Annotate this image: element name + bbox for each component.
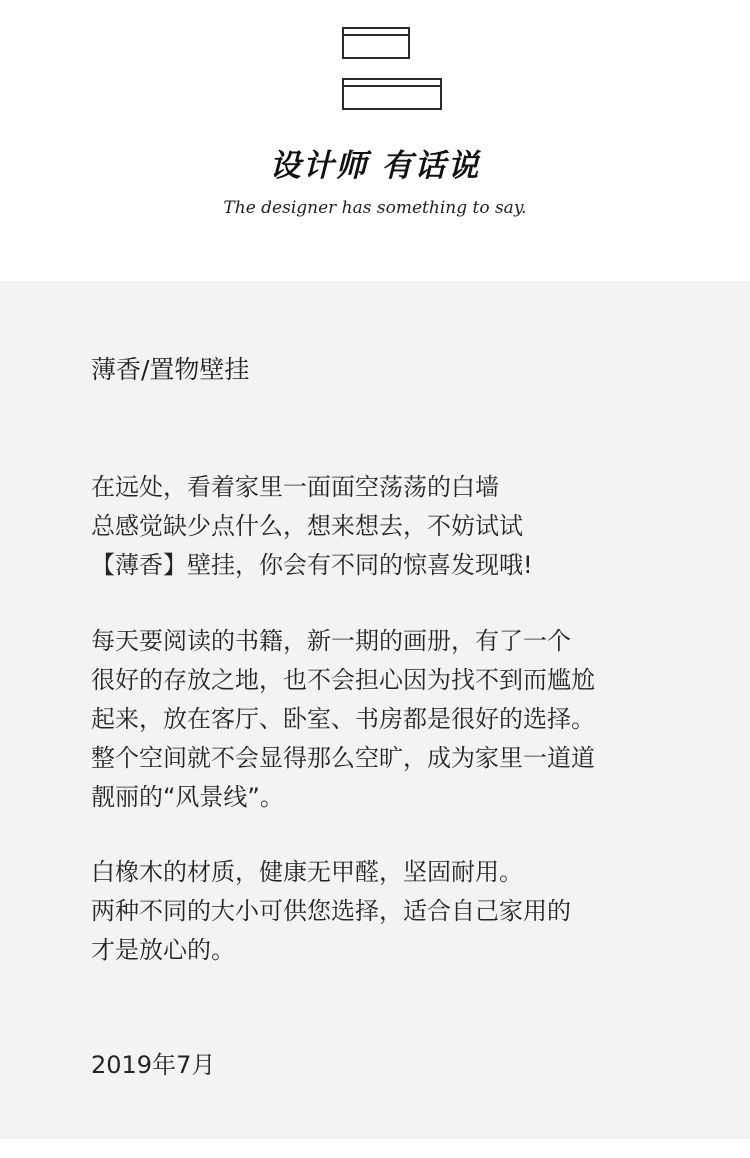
paragraph-line: 总感觉缺少点什么，想来想去，不妨试试	[91, 512, 523, 540]
usage-paragraph	[91, 622, 691, 817]
designer-header	[0, 0, 750, 281]
designer-title-chinese: 设计师 有话说	[269, 148, 481, 184]
wall-shelf-icon	[338, 24, 446, 114]
paragraph-line: 靓丽的“风景线”。	[91, 783, 284, 811]
designer-title-english: The designer has something to say.	[223, 198, 527, 218]
bottom-spacer	[0, 1139, 750, 1158]
paragraph-line: 才是放心的。	[91, 936, 235, 964]
paragraph-line: 在远处，看着家里一面面空荡荡的白墙	[91, 473, 499, 501]
product-title: 薄香/置物壁挂	[91, 355, 250, 384]
paragraph-line: 白橡木的材质，健康无甲醛，坚固耐用。	[91, 858, 523, 886]
paragraph-line: 每天要阅读的书籍，新一期的画册，有了一个	[91, 627, 571, 655]
intro-paragraph	[91, 468, 691, 585]
paragraph-line: 整个空间就不会显得那么空旷，成为家里一道道	[91, 744, 595, 772]
paragraph-line: 【薄香】壁挂，你会有不同的惊喜发现哦!	[91, 551, 533, 579]
material-paragraph	[91, 853, 691, 970]
paragraph-line: 很好的存放之地，也不会担心因为找不到而尴尬	[91, 666, 595, 694]
paragraph-line: 起来，放在客厅、卧室、书房都是很好的选择。	[91, 705, 595, 733]
publish-date: 2019年7月	[91, 1051, 216, 1079]
paragraph-line: 两种不同的大小可供您选择，适合自己家用的	[91, 897, 571, 925]
